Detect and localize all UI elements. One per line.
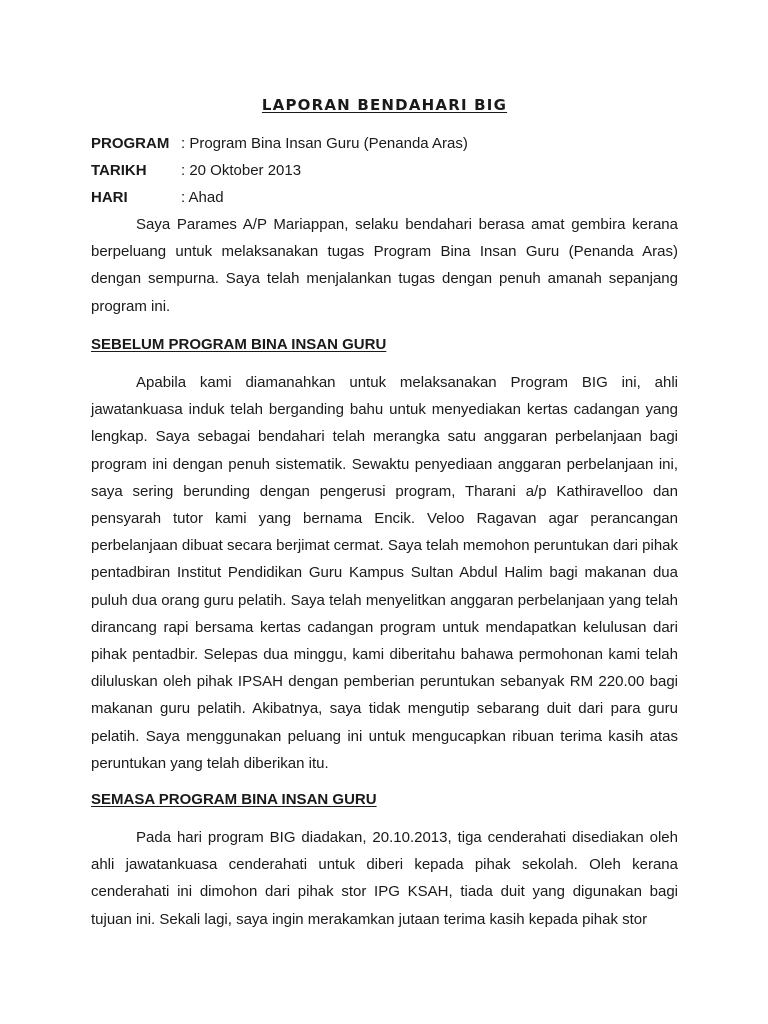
- intro-paragraph: Saya Parames A/P Mariappan, selaku bendahari berasa amat gembira kerana berpeluang untuk melaksanakan tugas Program Bina Insan Guru (Penanda Aras) dengan sempurna. Saya telah menjalankan tugas dengan penuh amanah sepanjang program ini.: [91, 216, 678, 315]
- meta-row-program: [91, 134, 678, 161]
- section-body-semasa: Pada hari program BIG diadakan, 20.10.2013, tiga cenderahati disediakan oleh ahli jawatankuasa cenderahati untuk diberi kepada pihak sekolah. Oleh kerana cenderahati ini dimohon dari pihak stor IPG KSAH, tiada duit yang digunakan bagi tujuan ini. Sekali lagi, saya ingin merakamkan jutaan terima kasih kepada pihak stor: [91, 829, 678, 928]
- section-heading-sebelum: SEBELUM PROGRAM BINA INSAN GURU: [91, 336, 387, 353]
- section-body-sebelum: Apabila kami diamanahkan untuk melaksanakan Program BIG ini, ahli jawatankuasa induk telah berganding bahu untuk menyediakan kertas cadangan yang lengkap. Saya sebagai bendahari telah merangka satu anggaran perbelanjaan bagi program ini dengan penuh sistematik. Sewaktu penyediaan anggaran perbelanjaan ini, saya sering berunding dengan pengerusi program, Tharani a/p Kathiravelloo dan pensyarah tutor kami yang bernama Encik. Veloo Ragavan agar perancangan perbelanjaan dibuat secara berjimat cermat. Saya telah memohon peruntukan dari pihak pentadbiran Institut Pendidikan Guru Kampus Sultan Abdul Halim bagi makanan dua puluh dua orang guru pelatih. Saya telah menyelitkan anggaran perbelanjaan yang telah dirancang rapi bersama kertas cadangan program untuk mendapatkan kelulusan dari pihak pentadbir. Selepas dua minggu, kami diberitahu bahawa permohonan kami telah diluluskan oleh pihak IPSAH dengan pemberian peruntukan sebanyak RM 220.00 bagi makanan guru pelatih. Akibatnya, saya tidak mengutip sebarang duit dari para guru pelatih. Saya menggunakan peluang ini untuk mengucapkan ribuan terima kasih atas peruntukan yang telah diberikan itu.: [91, 374, 679, 772]
- meta-value-hari: : Ahad: [181, 189, 224, 206]
- meta-value-tarikh: : 20 Oktober 2013: [181, 162, 302, 179]
- document-title: [91, 96, 678, 114]
- meta-label-program: PROGRAM: [91, 135, 170, 152]
- meta-row-tarikh: [91, 161, 678, 188]
- meta-label-tarikh: TARIKH: [91, 162, 147, 179]
- meta-value-program: : Program Bina Insan Guru (Penanda Aras): [181, 135, 468, 152]
- document-title-text: LAPORAN BENDAHARI BIG: [261, 96, 508, 114]
- section-heading-semasa: SEMASA PROGRAM BINA INSAN GURU: [91, 791, 377, 808]
- meta-block: [91, 134, 678, 215]
- meta-label-hari: HARI: [91, 189, 128, 206]
